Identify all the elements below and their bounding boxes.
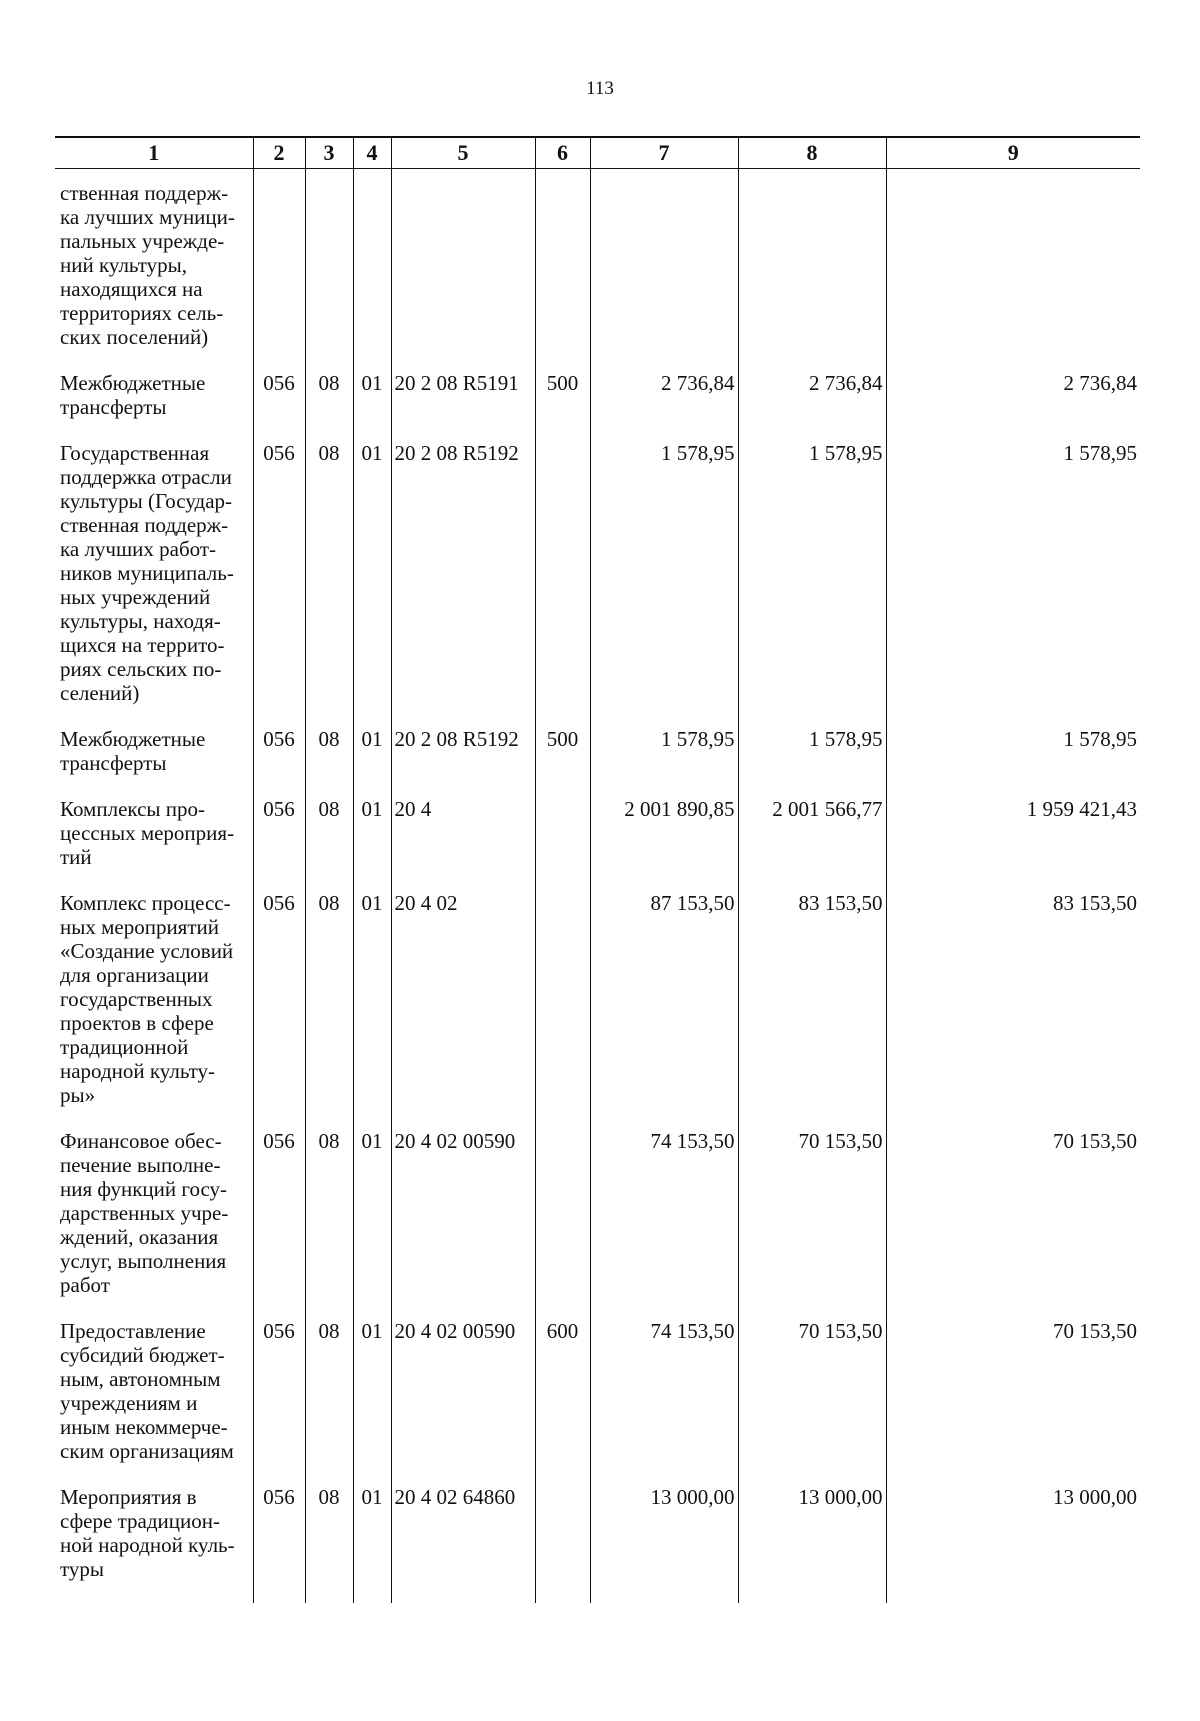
description-line: для организации — [60, 963, 209, 987]
target-article-cell: 20 4 02 00590 — [391, 1129, 535, 1319]
description-line: ний культуры, — [60, 253, 187, 277]
amount-col9-cell: 70 153,50 — [886, 1129, 1140, 1319]
subsection-code-cell: 01 — [353, 797, 391, 891]
ministry-code-cell: 056 — [253, 891, 305, 1129]
row-description — [55, 1129, 253, 1319]
target-article-cell: 20 2 08 R5192 — [391, 441, 535, 727]
amount-col8-cell — [738, 169, 886, 372]
column-header: 7 — [590, 137, 738, 169]
description-line: ных учреждений — [60, 585, 211, 609]
amount-col8-cell: 1 578,95 — [738, 441, 886, 727]
target-article-cell: 20 4 02 00590 — [391, 1319, 535, 1485]
description-line: трансферты — [60, 395, 167, 419]
description-line: ной народной куль- — [60, 1533, 235, 1557]
description-line: иным некоммерче- — [60, 1415, 228, 1439]
section-code-cell: 08 — [305, 1485, 353, 1603]
amount-col8-cell: 2 736,84 — [738, 371, 886, 441]
expense-type-cell — [535, 169, 590, 372]
amount-col7-cell: 74 153,50 — [590, 1129, 738, 1319]
row-description — [55, 727, 253, 797]
subsection-code-cell: 01 — [353, 727, 391, 797]
expense-type-cell: 500 — [535, 727, 590, 797]
expense-type-cell — [535, 1129, 590, 1319]
amount-col8-cell: 70 153,50 — [738, 1129, 886, 1319]
row-description — [55, 797, 253, 891]
description-line: ры» — [60, 1083, 96, 1107]
column-header: 1 — [55, 137, 253, 169]
description-line: учреждениям и — [60, 1391, 198, 1415]
description-line: ным, автономным — [60, 1367, 221, 1391]
description-line: ка лучших работ- — [60, 537, 217, 561]
description-line: ных мероприятий — [60, 915, 219, 939]
description-line: Финансовое обес- — [60, 1129, 222, 1153]
description-line: Межбюджетные — [60, 727, 206, 751]
amount-col8-cell: 2 001 566,77 — [738, 797, 886, 891]
description-line: проектов в сфере — [60, 1011, 214, 1035]
row-description — [55, 441, 253, 727]
amount-col9-cell: 2 736,84 — [886, 371, 1140, 441]
target-article-cell — [391, 169, 535, 372]
subsection-code-cell: 01 — [353, 1319, 391, 1485]
description-line: государственных — [60, 987, 213, 1011]
table-row — [55, 797, 1140, 891]
ministry-code-cell: 056 — [253, 371, 305, 441]
row-description — [55, 1485, 253, 1603]
description-line: ждений, оказания — [60, 1225, 219, 1249]
row-description — [55, 169, 253, 372]
table-row — [55, 1485, 1140, 1603]
row-description — [55, 891, 253, 1129]
amount-col7-cell: 74 153,50 — [590, 1319, 738, 1485]
description-line: Комплекс процесс- — [60, 891, 231, 915]
table-row — [55, 441, 1140, 727]
description-line: территориях сель- — [60, 301, 224, 325]
description-line: туры — [60, 1557, 105, 1581]
row-description — [55, 1319, 253, 1485]
amount-col9-cell: 1 578,95 — [886, 727, 1140, 797]
column-header: 6 — [535, 137, 590, 169]
description-line: народной культу- — [60, 1059, 215, 1083]
description-line: тий — [60, 845, 92, 869]
section-code-cell: 08 — [305, 891, 353, 1129]
description-line: сфере традицион- — [60, 1509, 220, 1533]
target-article-cell: 20 4 02 64860 — [391, 1485, 535, 1603]
table-row — [55, 371, 1140, 441]
amount-col9-cell: 1 959 421,43 — [886, 797, 1140, 891]
description-line: риях сельских по- — [60, 657, 222, 681]
description-line: ским организациям — [60, 1439, 234, 1463]
amount-col8-cell: 70 153,50 — [738, 1319, 886, 1485]
amount-col8-cell: 13 000,00 — [738, 1485, 886, 1603]
description-line: пальных учрежде- — [60, 229, 225, 253]
target-article-cell: 20 4 — [391, 797, 535, 891]
amount-col9-cell: 13 000,00 — [886, 1485, 1140, 1603]
row-description — [55, 371, 253, 441]
amount-col9-cell: 1 578,95 — [886, 441, 1140, 727]
amount-col7-cell: 13 000,00 — [590, 1485, 738, 1603]
description-line: работ — [60, 1273, 110, 1297]
column-header: 4 — [353, 137, 391, 169]
description-line: Мероприятия в — [60, 1485, 197, 1509]
amount-col9-cell — [886, 169, 1140, 372]
description-line: печение выполне- — [60, 1153, 221, 1177]
budget-table — [55, 136, 1140, 1603]
description-line: селений) — [60, 681, 140, 705]
description-line: ка лучших муници- — [60, 205, 235, 229]
description-line: субсидий бюджет- — [60, 1343, 225, 1367]
amount-col7-cell — [590, 169, 738, 372]
amount-col9-cell: 70 153,50 — [886, 1319, 1140, 1485]
amount-col9-cell: 83 153,50 — [886, 891, 1140, 1129]
description-line: культуры, находя- — [60, 609, 221, 633]
ministry-code-cell: 056 — [253, 727, 305, 797]
ministry-code-cell: 056 — [253, 1485, 305, 1603]
description-line: ния функций госу- — [60, 1177, 228, 1201]
table-row — [55, 891, 1140, 1129]
expense-type-cell: 600 — [535, 1319, 590, 1485]
column-header: 5 — [391, 137, 535, 169]
description-line: ников муниципаль- — [60, 561, 234, 585]
description-line: культуры (Государ- — [60, 489, 233, 513]
target-article-cell: 20 2 08 R5192 — [391, 727, 535, 797]
description-line: Комплексы про- — [60, 797, 205, 821]
description-line: ских поселений) — [60, 325, 209, 349]
amount-col8-cell: 83 153,50 — [738, 891, 886, 1129]
page-number: 113 — [586, 78, 614, 99]
description-line: ственная поддерж- — [60, 513, 229, 537]
ministry-code-cell — [253, 169, 305, 372]
expense-type-cell: 500 — [535, 371, 590, 441]
ministry-code-cell: 056 — [253, 441, 305, 727]
description-line: поддержка отрасли — [60, 465, 232, 489]
section-code-cell: 08 — [305, 727, 353, 797]
expense-type-cell — [535, 1485, 590, 1603]
amount-col7-cell: 1 578,95 — [590, 727, 738, 797]
description-line: ственная поддерж- — [60, 181, 229, 205]
subsection-code-cell: 01 — [353, 1129, 391, 1319]
target-article-cell: 20 4 02 — [391, 891, 535, 1129]
section-code-cell: 08 — [305, 1129, 353, 1319]
subsection-code-cell: 01 — [353, 1485, 391, 1603]
target-article-cell: 20 2 08 R5191 — [391, 371, 535, 441]
amount-col7-cell: 87 153,50 — [590, 891, 738, 1129]
section-code-cell: 08 — [305, 1319, 353, 1485]
subsection-code-cell — [353, 169, 391, 372]
description-line: находящихся на — [60, 277, 203, 301]
ministry-code-cell: 056 — [253, 1129, 305, 1319]
subsection-code-cell: 01 — [353, 891, 391, 1129]
ministry-code-cell: 056 — [253, 797, 305, 891]
table-row — [55, 1319, 1140, 1485]
description-line: щихся на террито- — [60, 633, 225, 657]
header-row — [55, 137, 1140, 169]
description-line: услуг, выполнения — [60, 1249, 227, 1273]
ministry-code-cell: 056 — [253, 1319, 305, 1485]
column-header: 2 — [253, 137, 305, 169]
amount-col7-cell: 1 578,95 — [590, 441, 738, 727]
column-header: 9 — [886, 137, 1140, 169]
expense-type-cell — [535, 441, 590, 727]
table-row — [55, 169, 1140, 372]
column-header: 3 — [305, 137, 353, 169]
description-line: трансферты — [60, 751, 167, 775]
section-code-cell: 08 — [305, 441, 353, 727]
description-line: цессных мероприя- — [60, 821, 235, 845]
table-row — [55, 1129, 1140, 1319]
expense-type-cell — [535, 797, 590, 891]
section-code-cell: 08 — [305, 371, 353, 441]
amount-col7-cell: 2 736,84 — [590, 371, 738, 441]
description-line: Предоставление — [60, 1319, 206, 1343]
description-line: Межбюджетные — [60, 371, 206, 395]
column-header: 8 — [738, 137, 886, 169]
description-line: дарственных учре- — [60, 1201, 229, 1225]
description-line: Государственная — [60, 441, 210, 465]
section-code-cell — [305, 169, 353, 372]
description-line: «Создание условий — [60, 939, 234, 963]
expense-type-cell — [535, 891, 590, 1129]
subsection-code-cell: 01 — [353, 371, 391, 441]
amount-col8-cell: 1 578,95 — [738, 727, 886, 797]
section-code-cell: 08 — [305, 797, 353, 891]
description-line: традиционной — [60, 1035, 189, 1059]
table-row — [55, 727, 1140, 797]
subsection-code-cell: 01 — [353, 441, 391, 727]
amount-col7-cell: 2 001 890,85 — [590, 797, 738, 891]
